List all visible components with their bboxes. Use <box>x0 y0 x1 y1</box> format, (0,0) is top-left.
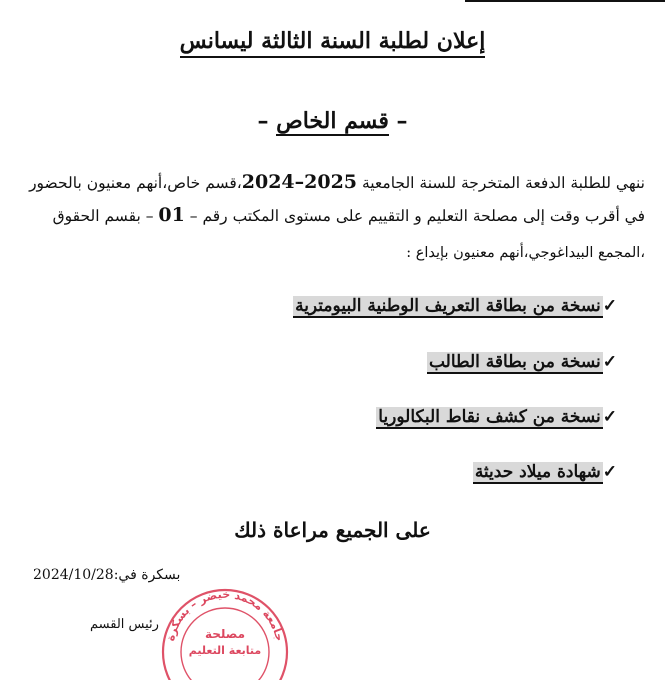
paragraph-line-3: ،المجمع البيداغوجي،أنهم معنيون بإيداع : <box>406 245 645 261</box>
requirement-item <box>427 352 617 372</box>
place-and-date: بسكرة في:2024/10/28 <box>33 567 181 583</box>
section-subtitle <box>0 108 665 134</box>
department-head-label: رئيس القسم <box>90 617 159 632</box>
top-rule <box>465 0 665 2</box>
requirement-text: نسخة من بطاقة التعريف الوطنية البيومترية <box>295 296 601 316</box>
closing-statement: على الجميع مراعاة ذلك <box>234 518 431 542</box>
line1-prefix: ننهي للطلبة الدفعة المتخرجة للسنة الجامعية <box>357 174 645 192</box>
line2-prefix: في أقرب وقت إلى مصلحة التعليم و التقييم على مستوى المكتب رقم – <box>184 207 645 225</box>
paragraph-line-1 <box>15 172 645 193</box>
checkmark-icon: ✓ <box>602 296 617 316</box>
title-text: إعلان لطلبة السنة الثالثة ليسانس <box>180 28 486 58</box>
academic-year: 2024–2025 <box>241 171 358 193</box>
line1-suffix: ،قسم خاص،أنهم معنيون بالحضور <box>29 174 242 192</box>
requirement-item <box>293 296 617 316</box>
subtitle-dash-right: – <box>396 108 408 134</box>
announcement-title <box>0 28 665 54</box>
office-number: 01 <box>158 204 185 226</box>
checkmark-icon: ✓ <box>602 352 617 372</box>
subtitle-text: قسم الخاص <box>276 108 389 134</box>
paragraph-line-2 <box>15 205 645 226</box>
stamp-outer-text: جامعة محمد خيضر – بسكرة <box>163 587 287 643</box>
university-stamp-icon <box>155 580 295 680</box>
line2-suffix: – بقسم الحقوق <box>52 207 159 225</box>
stamp-inner-line-2: متابعة التعليم <box>188 644 262 657</box>
checkmark-icon: ✓ <box>602 407 617 427</box>
requirement-text: شهادة ميلاد حديثة <box>474 462 601 482</box>
subtitle-dash-left: – <box>257 108 269 134</box>
requirement-item <box>473 462 617 482</box>
requirement-item <box>376 407 617 427</box>
checkmark-icon: ✓ <box>602 462 617 482</box>
requirement-text: نسخة من بطاقة الطالب <box>428 352 601 372</box>
requirement-text: نسخة من كشف نقاط البكالوريا <box>378 407 601 427</box>
stamp-inner-line-1: مصلحة <box>204 627 246 641</box>
